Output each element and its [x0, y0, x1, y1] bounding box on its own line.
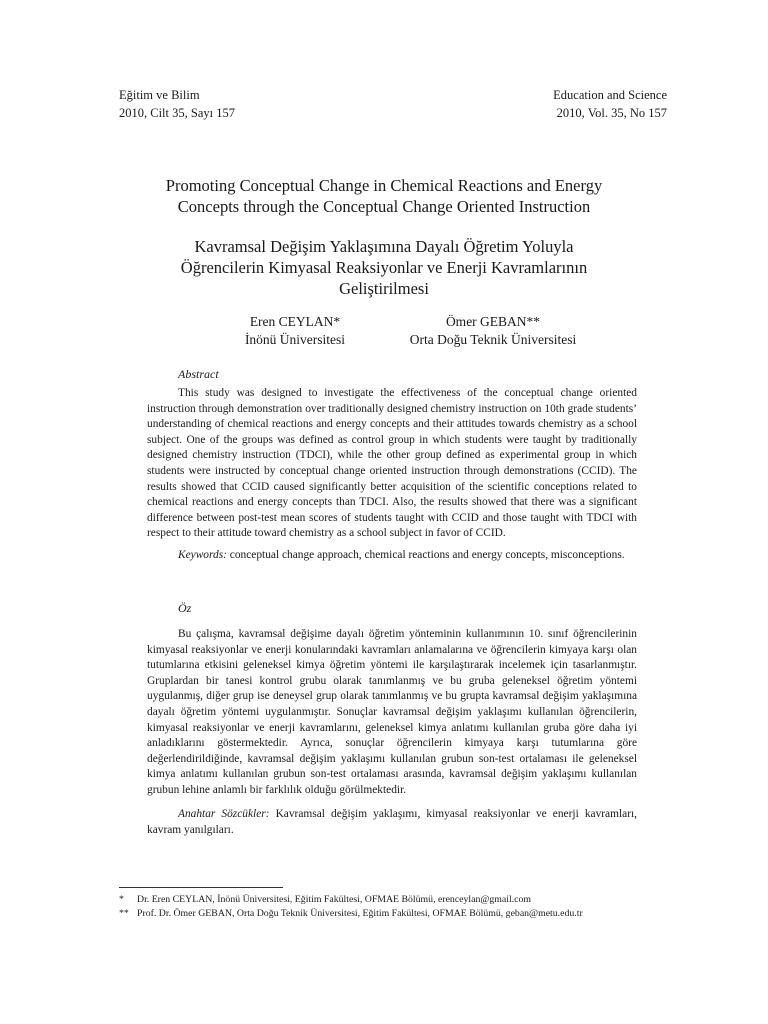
footnote-rule: [119, 887, 283, 888]
oz-text: Bu çalışma, kavramsal değişime dayalı öğretim yönteminin kullanımının 10. sınıf öğrencilerinin kimyasal reaksiyonlar ve enerji konularındaki kavramları anlamalarına ve öğrencilerin kimyaya karşı olan tutumlarına etkisini geleneksel kimya öğretim yöntemi ile karşılaştırarak incelemek için tasarlanmıştır. Gruplardan bir tanesi kontrol grubu olarak tanımlanmış ve bu gruba geleneksel öğretim yöntemi uygulanmış, diğer grup ise deneysel grup olarak tanımlanmış ve bu grupta kavramsal değişim yaklaşımına dayalı öğretim yöntemi uygulanmıştır. Sonuçlar kavramsal değişim yaklaşımı kullanılan öğrencilerin, kimyasal reaksiyonlar ve enerji kavramlarını, geleneksel kimya anlatımı kullanılan gruba göre daha iyi anladıklarını göstermektedir. Ayrıca, sonuçlar öğrencilerin kimyaya karşı tutumlarına göre değerlendirildiğinde, kavramsal değişim yaklaşımı kullanılan grubun son-test ortalaması ile geleneksel kimya anlatımı kullanılan grubun son-test ortalaması arasında, kavramsal değişim yaklaşımı kullanılan grubun lehine anlamlı bir farklılık olduğu görülmektedir.: [147, 628, 637, 796]
abstract-heading: Abstract: [178, 367, 219, 381]
abstract-keywords: [147, 548, 637, 564]
footnote-text: Dr. Eren CEYLAN, İnönü Üniversitesi, Eğitim Fakültesi, OFMAE Bölümü, erenceylan@gmail.com: [137, 894, 532, 905]
author-name: Eren CEYLAN*: [249, 314, 341, 329]
title-tr-line: Öğrencilerin Kimyasal Reaksiyonlar ve Enerji Kavramlarının: [180, 258, 588, 277]
oz-heading: Öz: [178, 601, 192, 615]
author-name: Ömer GEBAN**: [445, 314, 541, 329]
author-affiliation: Orta Doğu Teknik Üniversitesi: [409, 332, 577, 347]
footnote-mark: **: [119, 908, 129, 919]
keywords-text: conceptual change approach, chemical reactions and energy concepts, misconceptions.: [226, 549, 625, 561]
footnote: [119, 893, 531, 907]
title-en-line: Promoting Conceptual Change in Chemical Reactions and Energy: [165, 176, 603, 195]
anahtar-sozcukler-text: Kavramsal değişim yaklaşımı, kimyasal reaksiyonlar ve enerji kavramları, kavram yanılgıları.: [147, 808, 637, 836]
journal-name-tr: Eğitim ve Bilim: [119, 88, 200, 102]
author-block: [205, 313, 385, 349]
journal-name-en: Education and Science: [553, 88, 667, 102]
title-tr-line: Geliştirilmesi: [339, 279, 429, 298]
title-en-line: Concepts through the Conceptual Change Oriented Instruction: [177, 197, 591, 216]
footnote: [119, 907, 583, 921]
abstract-text: This study was designed to investigate the effectiveness of the conceptual change oriented instruction through demonstration over traditionally designed chemistry instruction on 10th grade students’ understanding of chemical reactions and energy concepts and their attitudes towards chemistry as a school subject. One of the groups was defined as control group in which students were taught by traditionally designed chemistry instruction (TDCI), while the other group defined as experimental group in which students were instructed by conceptual change oriented instruction through demonstrations (CCID). The results showed that CCID caused significantly better acquisition of the scientific conceptions related to chemical reactions and energy concepts than TDCI. Also, the results showed that there was a significant difference between post-test mean scores of students taught with CCID and those taught with TDCI with respect to their attitude toward chemistry as a school subject in favor of CCID.: [147, 387, 637, 540]
author-affiliation: İnönü Üniversitesi: [244, 332, 346, 347]
journal-issue-tr: 2010, Cilt 35, Sayı 157: [119, 106, 235, 120]
keywords-label: Keywords:: [178, 549, 227, 561]
oz-keywords: [147, 807, 637, 838]
journal-issue-en: 2010, Vol. 35, No 157: [556, 106, 667, 120]
title-tr-line: Kavramsal Değişim Yaklaşımına Dayalı Öğretim Yoluyla: [194, 237, 574, 256]
journal-header-turkish: [119, 86, 235, 122]
article-title-english: [100, 175, 668, 217]
anahtar-sozcukler-label: Anahtar Sözcükler:: [178, 808, 270, 820]
footnote-mark: *: [119, 894, 124, 905]
footnote-text: Prof. Dr. Ömer GEBAN, Orta Doğu Teknik Üniversitesi, Eğitim Fakültesi, OFMAE Bölümü, geban@metu.edu.tr: [137, 908, 583, 919]
journal-header-english: [553, 86, 667, 122]
article-title-turkish: [100, 236, 668, 299]
author-block: [378, 313, 608, 349]
